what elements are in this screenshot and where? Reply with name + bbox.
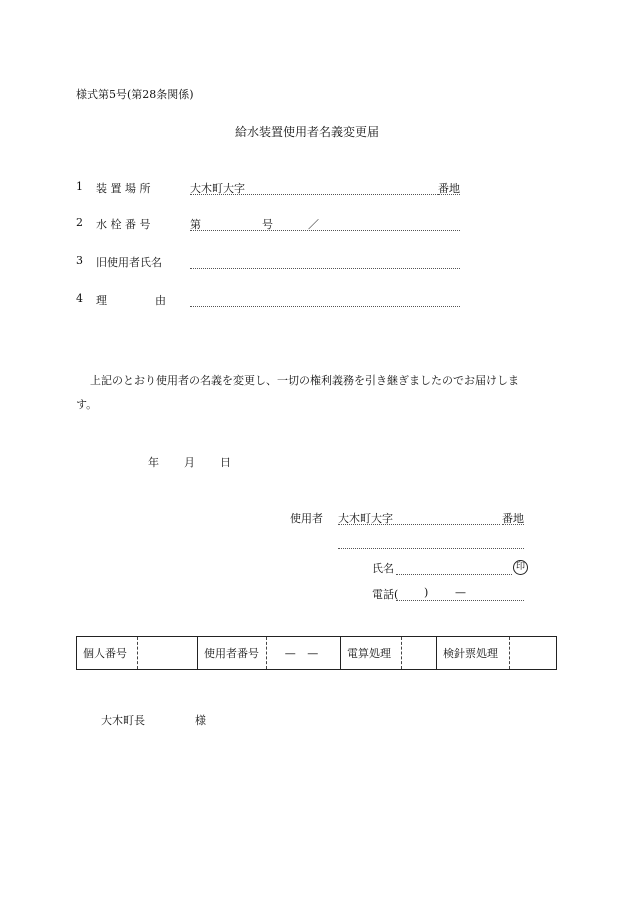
user-address-field[interactable]	[338, 510, 500, 525]
date-year: 年	[148, 456, 159, 469]
former-user-name-field[interactable]	[190, 254, 460, 269]
office-use-table	[76, 636, 557, 670]
personal-number-cell[interactable]	[138, 637, 198, 670]
location-field[interactable]	[190, 180, 438, 195]
field-2-middle: 号	[262, 218, 273, 231]
field-2-label: 水 栓 番 号	[96, 218, 151, 231]
field-4-label2: 由	[155, 294, 166, 307]
form-number: 様式第5号(第28条関係)	[76, 88, 194, 101]
date-month: 月	[184, 456, 195, 469]
computing-label: 電算処理	[341, 637, 402, 670]
statement-line-2: す。	[76, 398, 98, 411]
name-label: 氏名	[372, 562, 394, 575]
seal-icon: 印	[513, 559, 528, 575]
addressee-mayor: 大木町長	[101, 714, 145, 727]
field-4-label: 理	[96, 294, 107, 307]
phone-dash: —	[455, 586, 466, 599]
field-3-label: 旧使用者氏名	[96, 256, 162, 269]
user-number-cell[interactable]: — —	[267, 637, 341, 670]
faucet-number-field[interactable]	[190, 216, 460, 231]
user-address-suffix: 番地	[502, 512, 524, 525]
field-1-suffix: 番地	[438, 182, 460, 195]
user-name-field[interactable]	[396, 560, 512, 575]
field-3-number: 3	[76, 254, 83, 267]
field-2-slash: ／	[308, 218, 319, 231]
location-field-end	[438, 180, 460, 195]
field-4-number: 4	[76, 292, 83, 305]
user-address-line-2[interactable]	[338, 534, 524, 549]
user-address-field-end	[502, 510, 524, 525]
field-2-number: 2	[76, 216, 83, 229]
meter-cell[interactable]	[510, 637, 557, 670]
addressee-honorific: 様	[195, 714, 206, 727]
date-day: 日	[220, 456, 231, 469]
computing-cell[interactable]	[402, 637, 437, 670]
user-address-prefix: 大木町大字	[338, 512, 393, 525]
user-label: 使用者	[290, 512, 323, 525]
field-1-prefix: 大木町大字	[190, 182, 245, 195]
user-number-label: 使用者番号	[198, 637, 267, 670]
personal-number-label: 個人番号	[77, 637, 138, 670]
reason-field[interactable]	[190, 292, 460, 307]
phone-label: 電話(	[372, 588, 399, 601]
field-2-prefix: 第	[190, 218, 201, 231]
phone-field[interactable]	[396, 586, 524, 601]
page-title: 給水装置使用者名義変更届	[235, 125, 380, 139]
statement-line-1: 上記のとおり使用者の名義を変更し、一切の権利義務を引き継ぎましたのでお届けしま	[90, 374, 519, 387]
phone-close: )	[424, 586, 429, 599]
field-1-label: 装 置 場 所	[96, 182, 151, 195]
field-1-number: 1	[76, 180, 83, 193]
meter-label: 検針票処理	[437, 637, 510, 670]
